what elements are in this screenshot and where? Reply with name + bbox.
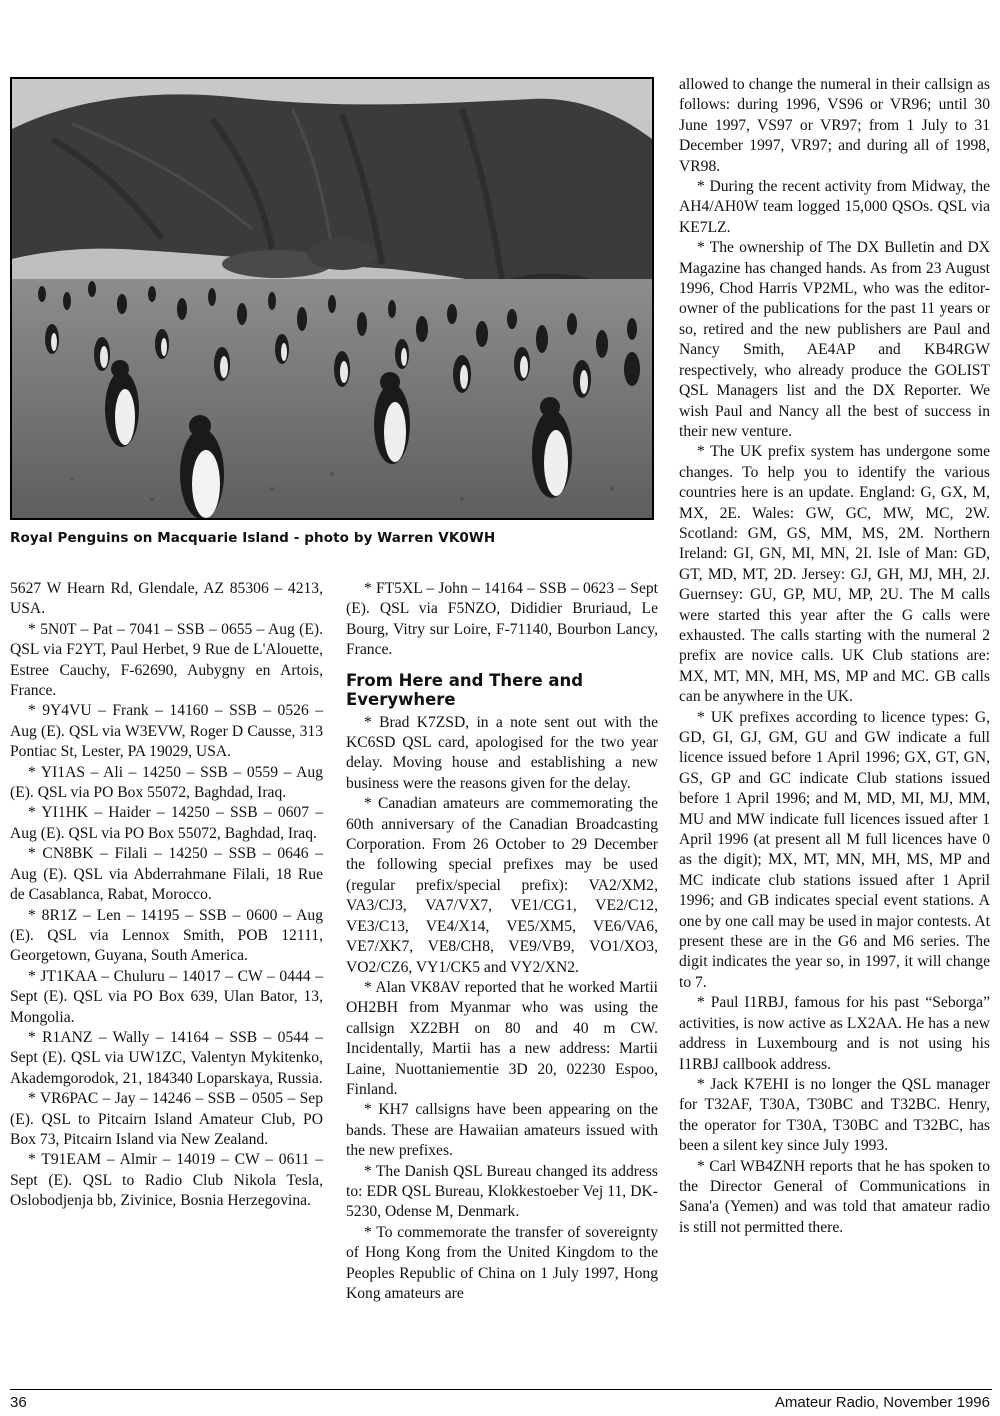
column-3 (679, 75, 990, 1238)
paragraph: * JT1KAA – Chuluru – 14017 – CW – 0444 – Sept (E). QSL via PO Box 639, Ulan Bator, 13, Mongolia. (10, 967, 323, 1026)
paragraph: * The UK prefix system has undergone some changes. To help you to identify the various countries here is an update. England: G, GX, M, MX, 2E. Wales: GW, GC, MW, MC, 2W. Scotland: GM, GS, MM, MS, 2M. Northern Ireland: GI, GN, MI, MN, 2I. Isle of Man: GD, GT, MD, MT, 2D. Jersey: GJ, GH, MJ, MH, 2J. Guernsey: GU, GP, MU, MP, 2U. The M calls were started this year after the G calls were exhausted. The calls starting with the numeral 2 prefix are novice calls. UK Club stations are: MX, MT, MN, MH, MS, MP and MC. GB calls can be anywhere in the UK. (679, 443, 990, 706)
paragraph: * T91EAM – Almir – 14019 – CW – 0611 – Sept (E). QSL to Radio Club Nikola Tesla, Oslobodjenja bb, Zivinice, Bosnia Herzegovina. (10, 1151, 323, 1210)
paragraph: * Canadian amateurs are commemorating the 60th anniversary of the Canadian Broadcasting Corporation. From 26 October to 29 December the following special prefixes may be used (regular prefix/special prefix): VA2/XM2, VA3/CJ3, VA7/VX7, VE1/CG1, VE2/C12, VE3/C13, VE4/X14, VE5/XM5, VE6/VA6, VE7/XK7, VE8/CH8, VE9/VB9, VO1/XO3, VO2/CZ6, VY1/CK5 and VY2/XN2. (346, 795, 658, 976)
paragraph: * YI1HK – Haider – 14250 – SSB – 0607 – Aug (E). QSL via PO Box 55072, Baghdad, Iraq. (10, 804, 323, 842)
footer-rule (10, 1389, 992, 1390)
penguin-photo-image (12, 79, 652, 518)
paragraph: * R1ANZ – Wally – 14164 – SSB – 0544 – Sept (E). QSL via UW1ZC, Valentyn Mykitenko, Akademgorodok, 21, 184340 Loparskaya, Russia. (10, 1028, 323, 1087)
paragraph: * The ownership of The DX Bulletin and DX Magazine has changed hands. As from 23 August 1996, Chod Harris VP2ML, who was the editor-owner of the publications for the past 11 years or so, retired and the new publishers are Paul and Nancy Smith, AE4AP and KB4RGW respectively, who already produce the GOLIST QSL Managers list and the DX Reporter. We wish Paul and Nancy all the best of success in their new venture. (679, 239, 990, 440)
paragraph: * 5N0T – Pat – 7041 – SSB – 0655 – Aug (E). QSL via F2YT, Paul Herbet, 9 Rue de L'Alouette, Estree Cauchy, F-62690, Aubygny en Artois, France. (10, 620, 323, 700)
paragraph: * UK prefixes according to licence types: G, GD, GI, GJ, GM, GU and GW indicate a full licence issued before 1 April 1996; GX, GT, GN, GS, GP and GC indicate Club stations issued before 1 April 1996; and M, MD, MI, MJ, MM, MU and MW indicate full licences issued after 1 April 1996 (at present all M full licences have 0 as the digit); MX, MT, MN, MH, MS, MP and MC indicate club stations issued after 1 April 1996; and GB indicates special event stations. A one by one call may be used in major contests. At present these are in the G6 and M6 series. The digit indicates the year so, in 1997, it will change to 7. (679, 708, 990, 991)
publication-footer: Amateur Radio, November 1996 (774, 1394, 990, 1411)
paragraph: * During the recent activity from Midway, the AH4/AH0W team logged 15,000 QSOs. QSL via KE7LZ. (679, 178, 990, 236)
paragraph: 5627 W Hearn Rd, Glendale, AZ 85306 – 4213, USA. (10, 580, 323, 618)
paragraph: * KH7 callsigns have been appearing on the bands. These are Hawaiian amateurs issued with the new prefixes. (346, 1101, 658, 1160)
section-heading: From Here and There and Everywhere (346, 670, 584, 709)
column-1 (10, 579, 323, 1212)
paragraph: * Brad K7ZSD, in a note sent out with the KC6SD QSL card, apologised for the two year delay. Moving house and establishing a new business were the reasons given for the delay. (346, 713, 658, 792)
paragraph: * Jack K7EHI is no longer the QSL manager for T32AF, T30A, T30BC and T32BC. Henry, the operator for T30A, T30BC and T32BC, has been a silent key since July 1993. (679, 1075, 990, 1155)
paragraph: * To commemorate the transfer of sovereignty of Hong Kong from the United Kingdom to the Peoples Republic of China on 1 July 1997, Hong Kong amateurs are (346, 1223, 658, 1302)
paragraph: * VR6PAC – Jay – 14246 – SSB – 0505 – Sep (E). QSL to Pitcairn Island Amateur Club, PO Box 73, Pitcairn Island via New Zealand. (10, 1090, 323, 1148)
paragraph: * CN8BK – Filali – 14250 – SSB – 0646 – Aug (E). QSL via Abderrahmane Filali, 18 Rue de Casablanca, Rabat, Morocco. (10, 845, 323, 904)
paragraph: * 9Y4VU – Frank – 14160 – SSB – 0526 – Aug (E). QSL via W3EVW, Roger D Causse, 313 Pontiac St, Lester, PA 19029, USA. (10, 702, 323, 761)
paragraph: * 8R1Z – Len – 14195 – SSB – 0600 – Aug (E). QSL via Lennox Smith, POB 12111, Georgetown, Guyana, South America. (10, 906, 323, 965)
paragraph: allowed to change the numeral in their callsign as follows: during 1996, VS96 or VR96; until 30 June 1997, VS97 or VR97; from 1 July to 31 December 1997, VR97; and during all of 1998, VR98. (679, 76, 990, 175)
page-number: 36 (10, 1394, 27, 1411)
column-2 (346, 579, 658, 1304)
paragraph: * Carl WB4ZNH reports that he has spoken to the Director General of Communications in Sana'a (Yemen) and was told that amateur radio is still not permitted there. (679, 1157, 990, 1236)
paragraph: * YI1AS – Ali – 14250 – SSB – 0559 – Aug (E). QSL via PO Box 55072, Baghdad, Iraq. (10, 763, 323, 802)
paragraph: * The Danish QSL Bureau changed its address to: EDR QSL Bureau, Klokkestoeber Vej 11, DK-5230, Odense M, Denmark. (346, 1162, 658, 1221)
paragraph: * Paul I1RBJ, famous for his past “Seborga” activities, is now active as LX2AA. He has a new address in Luxembourg and is not using his I1RBJ callbook address. (679, 994, 990, 1073)
paragraph: * FT5XL – John – 14164 – SSB – 0623 – Sept (E). QSL via F5NZO, Dididier Bruriaud, Le Bourg, Vitry sur Loire, F-71140, Bourbon Lancy, France. (346, 580, 658, 659)
photo-caption: Royal Penguins on Macquarie Island - photo by Warren VK0WH (10, 530, 496, 546)
paragraph: * Alan VK8AV reported that he worked Martii OH2BH from Myanmar who was using the callsign XZ2BH on 80 and 40 m CW. Incidentally, Martii has a new address: Martii Laine, Nuottaniementie 3D 20, 02230 Espoo, Finland. (346, 978, 658, 1098)
penguin-photo (10, 77, 654, 520)
